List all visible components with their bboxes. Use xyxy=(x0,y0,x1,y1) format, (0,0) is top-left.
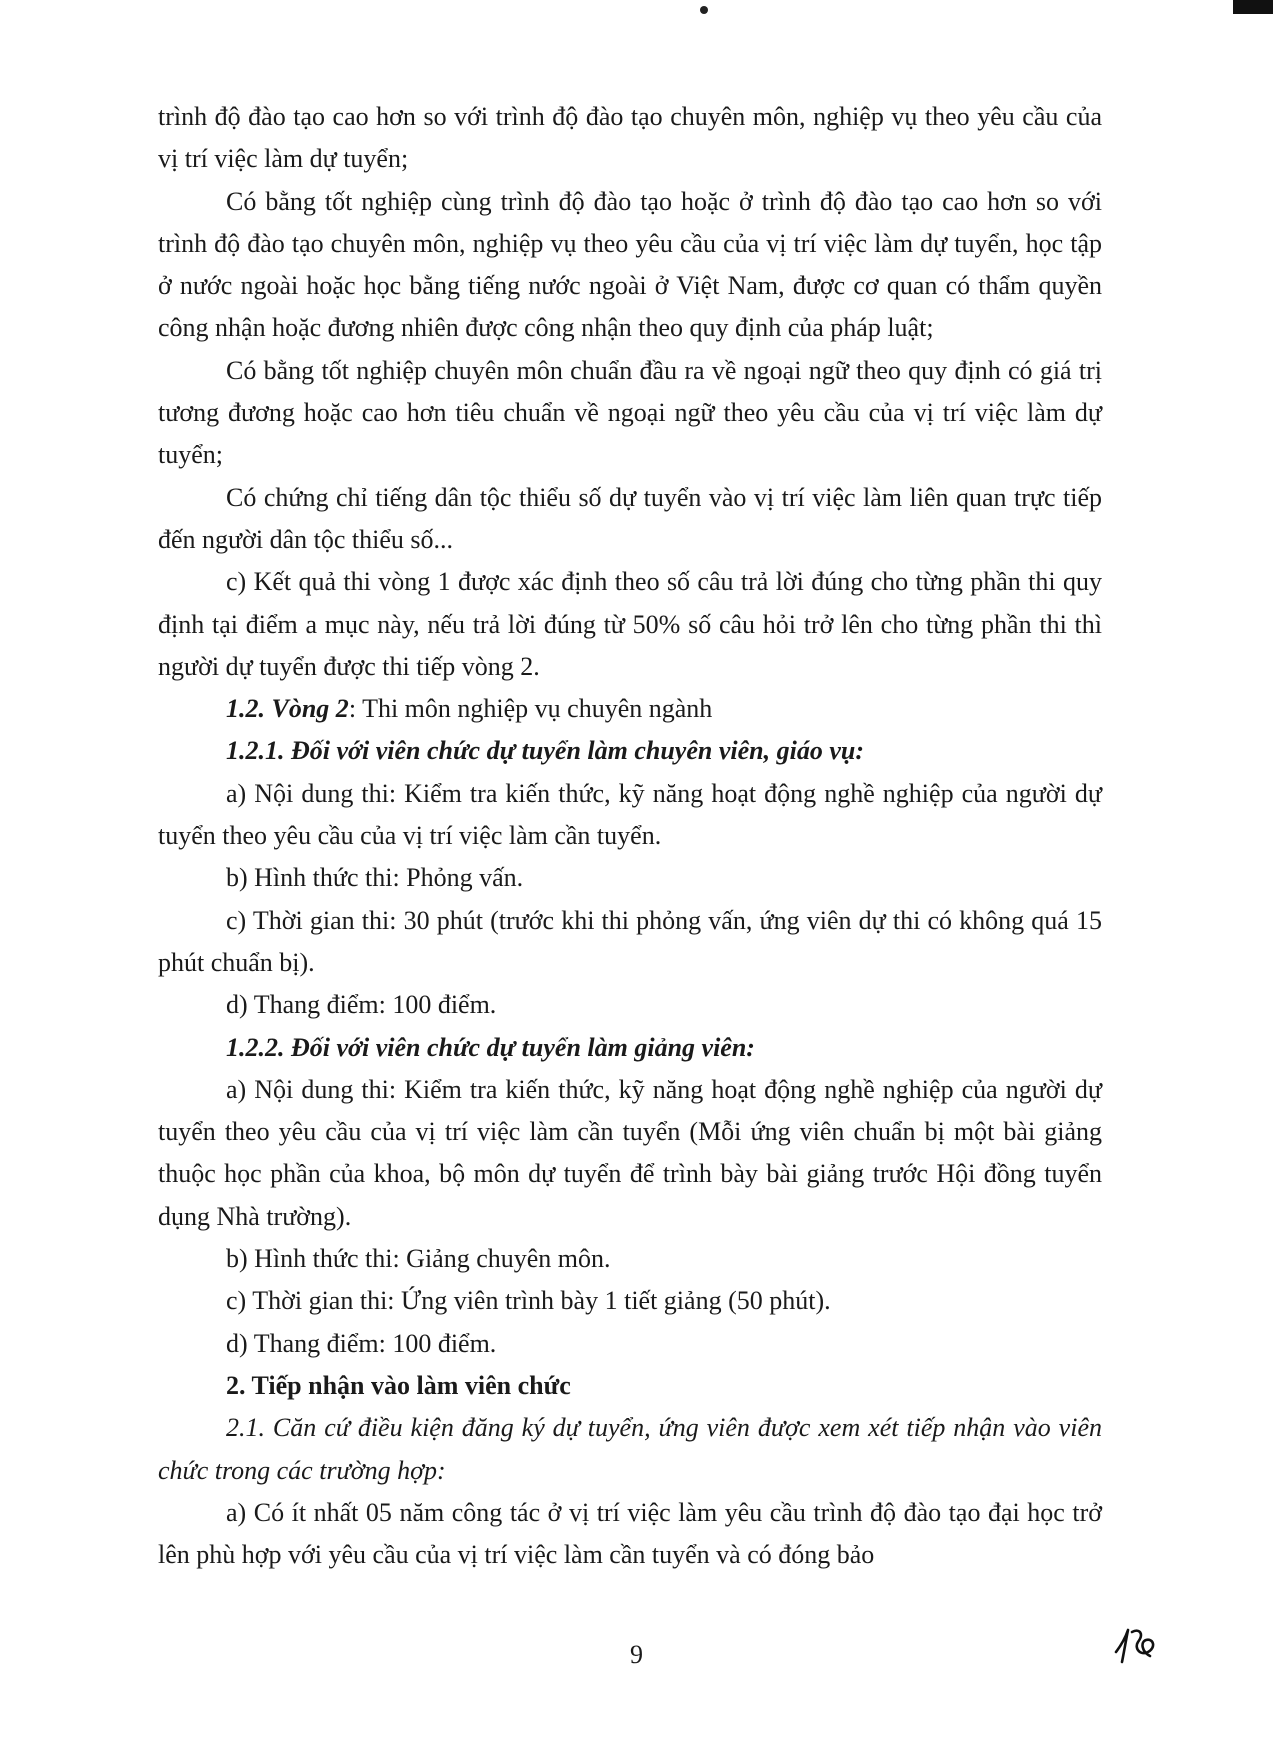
paragraph: b) Hình thức thi: Phỏng vấn. xyxy=(226,863,524,893)
section-heading-1-2-2: 1.2.2. Đối với viên chức dự tuyển làm giảng viên: xyxy=(226,1032,755,1062)
paragraph: a) Nội dung thi: Kiểm tra kiến thức, kỹ năng hoạt động nghề nghiệp của người dự tuyển theo yêu cầu của vị trí việc làm cần tuyển (Mỗi ứng viên chuẩn bị một bài giảng thuộc học phần của khoa, bộ môn dự tuyển để trình bày bài giảng trước Hội đồng tuyển dụng Nhà trường). xyxy=(158,1074,1102,1231)
scan-dot xyxy=(700,6,708,14)
paragraph: c) Thời gian thi: Ứng viên trình bày 1 tiết giảng (50 phút). xyxy=(226,1286,831,1316)
paragraph: a) Nội dung thi: Kiểm tra kiến thức, kỹ năng hoạt động nghề nghiệp của người dự tuyển theo yêu cầu của vị trí việc làm cần tuyển. xyxy=(158,778,1102,851)
section-heading-2: 2. Tiếp nhận vào làm viên chức xyxy=(226,1370,571,1400)
handwritten-initial-mark xyxy=(1110,1622,1166,1666)
paragraph: trình độ đào tạo cao hơn so với trình độ đào tạo chuyên môn, nghiệp vụ theo yêu cầu của vị trí việc làm dự tuyển; xyxy=(158,102,1102,174)
paragraph: Có bằng tốt nghiệp chuyên môn chuẩn đầu ra về ngoại ngữ theo quy định có giá trị tương đương hoặc cao hơn tiêu chuẩn về ngoại ngữ theo yêu cầu của vị trí việc làm dự tuyển; xyxy=(158,355,1102,470)
paragraph: c) Thời gian thi: 30 phút (trước khi thi phỏng vấn, ứng viên dự thi có không quá 15 phút chuẩn bị). xyxy=(158,905,1102,977)
page-number: 9 xyxy=(630,1640,643,1669)
scan-edge-mark xyxy=(1233,0,1273,14)
body-text xyxy=(158,96,1102,1576)
paragraph: b) Hình thức thi: Giảng chuyên môn. xyxy=(226,1244,611,1274)
section-title: : Thi môn nghiệp vụ chuyên ngành xyxy=(348,694,713,724)
paragraph: c) Kết quả thi vòng 1 được xác định theo số câu trả lời đúng cho từng phần thi quy định tại điểm a mục này, nếu trả lời đúng từ 50% số câu hỏi trở lên cho từng phần thi thì người dự tuyển được thi tiếp vòng 2. xyxy=(158,567,1102,681)
section-heading-1-2 xyxy=(158,688,1102,730)
paragraph: Có chứng chỉ tiếng dân tộc thiểu số dự tuyển vào vị trí việc làm liên quan trực tiếp đến người dân tộc thiểu số... xyxy=(158,482,1102,554)
paragraph: d) Thang điểm: 100 điểm. xyxy=(226,1328,497,1358)
paragraph: a) Có ít nhất 05 năm công tác ở vị trí việc làm yêu cầu trình độ đào tạo đại học trở lên phù hợp với yêu cầu của vị trí việc làm cần tuyển và có đóng bảo xyxy=(158,1497,1102,1570)
paragraph: d) Thang điểm: 100 điểm. xyxy=(226,990,497,1020)
section-heading-2-1: 2.1. Căn cứ điều kiện đăng ký dự tuyển, ứng viên được xem xét tiếp nhận vào viên chức trong các trường hợp: xyxy=(158,1413,1102,1485)
section-heading-1-2-1: 1.2.1. Đối với viên chức dự tuyển làm chuyên viên, giáo vụ: xyxy=(226,736,864,766)
paragraph: Có bằng tốt nghiệp cùng trình độ đào tạo hoặc ở trình độ đào tạo cao hơn so với trình độ đào tạo chuyên môn, nghiệp vụ theo yêu cầu của vị trí việc làm dự tuyển, học tập ở nước ngoài hoặc học bằng tiếng nước ngoài ở Việt Nam, được cơ quan có thẩm quyền công nhận hoặc đương nhiên được công nhận theo quy định của pháp luật; xyxy=(158,186,1102,343)
section-label: 1.2. Vòng 2 xyxy=(226,694,349,724)
